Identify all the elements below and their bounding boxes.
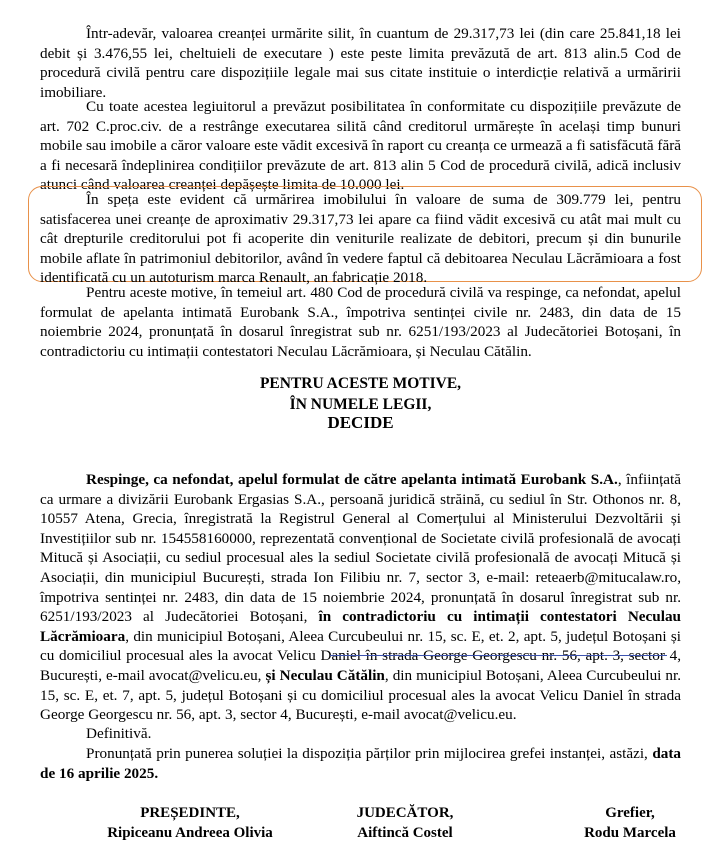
decision-text-apelanta: , înființată ca urmare a divizării Eurobank Ergasias S.A., persoană juridică străină, cu sediul în Str. Othonos nr. 8, 10557 Atena, Grecia, înregistrată la Registrul General al Comerțului al Ministerului Dezvoltării și Investițiilor sub nr. 154558160000, reprezentată convențional de Societate civilă profesională de avocați Mitucă și Asociații, cu sediul procesual ales la sediul Societate civilă profesională de avocați Mitucă și Asociații, din municipiul București, strada Ion Filibiu nr. 7, sector 3, e-mail: reteaerb@mitucalaw.ro, împotriva sentinței nr. 2483, din data de 15 noiembrie 2024, pronunțată în dosarul înregistrat sub nr. 6251/193/2023 al Judecătoriei Botoșani,: [40, 471, 682, 626]
decision-text-domiciliu-1: , din municipiul Botoșani, Aleea Curcubeului nr. 15, sc. E, et. 2, apt. 5, județul Botoșani și cu domiciliul procesual ales la avocat Velicu Daniel în strada George Georgescu nr. 56, apt. 3, sector 4, București, e-mail avocat@velicu.eu,: [40, 627, 681, 684]
heading-pentru-aceste-motive: PENTRU ACESTE MOTIVE,: [259, 375, 462, 392]
paragraph-decizie: [40, 470, 681, 725]
heading-in-numele-legii: ÎN NUMELE LEGII,: [289, 396, 432, 413]
decision-intimat-2: și Neculau Cătălin: [265, 666, 385, 684]
paragraph-pronuntare: [40, 744, 681, 783]
signature-presedinte: [70, 803, 310, 843]
signature-judecator: [320, 803, 490, 843]
signature-grefier: [560, 803, 700, 843]
decision-text-domiciliu-2: , din municipiul Botoșani, Aleea Curcubeului nr. 15, sc. E, et. 7, apt. 5, județul Botoșani și cu domiciliul procesual ales la avocat Velicu Daniel în strada George Georgescu nr. 56, apt. 3, sector 4, București, e-mail avocat@velicu.eu.: [40, 666, 682, 724]
pronuntare-text: Pronunțată prin punerea soluției la dispoziția părților prin mijlocirea grefei instanței, astăzi,: [86, 745, 648, 762]
paragraph-urmarire-excesiva: [40, 190, 681, 288]
paragraph-pentru-aceste-motive: [40, 283, 681, 361]
paragraph-urmarire-excesiva-text: În speța este evident că urmărirea imobilului în valoare de suma de 309.779 lei, pentru satisfacerea unei creanțe de aproximativ 29.317,73 lei apare ca fiind vădit excesivă cu atât mai mult cu cât drepturile creditorului pot fi acoperite din veniturile realizate de debitori, precum și din bunurile mobile aflate în patrimoniul debitorilor, având în vedere faptul că debitoarea Neculau Lăcrămioara a fost identificată cu un autoturism marca Renault, an fabricație 2018.: [40, 191, 681, 287]
decision-lead: Respinge, ca nefondat, apelul formulat de către apelanta intimată Eurobank S.A.: [86, 471, 618, 488]
paragraph-valoare-creanta-text: Într-adevăr, valoarea creanței urmărite silit, în cuantum de 29.317,73 lei (din care 25.841,18 lei debit și 3.476,55 lei, cheltuieli de executare ) este peste limita prevăzută de art. 813 alin.5 Cod de procedură civilă pentru care dispozițiile legale mai sus citate instituie o interdicție relativă a urmăririi imobiliare.: [40, 25, 681, 101]
heading-decide: DECIDE: [327, 413, 394, 432]
paragraph-pentru-aceste-motive-text: Pentru aceste motive, în temeiul art. 480 Cod de procedură civilă va respinge, ca nefondat, apelul formulat de apelanta intimată Eurobank S.A., împotriva sentinței civile nr. 2483, din data de 15 noiembrie 2024, pronunțată în dosarul înregistrat sub nr. 6251/193/2023 al Judecătoriei Botoșani, în contradictoriu cu intimații contestatori Neculau Lăcrămioara, și Neculau Cătălin.: [40, 284, 681, 360]
definitiva-text: Definitivă.: [86, 725, 152, 742]
signature-presedinte-role: PREȘEDINTE,: [140, 805, 240, 821]
paragraph-valoare-creanta: [40, 24, 681, 102]
pronuntare-date: data de 16 aprilie 2025.: [40, 745, 682, 782]
signature-grefier-role: Grefier,: [605, 805, 655, 821]
decision-intimata-1: în contradictoriu cu intimații contestatori Neculau Lăcrămioara: [40, 608, 681, 645]
paragraph-posibilitate-restrangere-text: Cu toate acestea legiuitorul a prevăzut posibilitatea în conformitate cu dispozițiile prevăzute de art. 702 C.proc.civ. de a restrânge executarea silită când creditorul urmărește în același timp bunuri mobile sau imobile a căror valoare este vădit excesivă în raport cu creanța ce urmează a fi satisfăcută fără a fi necesară îndeplinirea condițiilor prevăzute de art. 813 alin 5 Cod de procedură civilă, adică inclusiv atunci când valoarea creanței depășește limita de 10.000 lei.: [40, 98, 681, 194]
signature-grefier-name: Rodu Marcela: [584, 825, 676, 841]
signature-judecator-role: JUDECĂTOR,: [356, 805, 454, 821]
signature-presedinte-name: Ripiceanu Andreea Olivia: [107, 825, 273, 841]
paragraph-definitiva: [40, 724, 681, 744]
underline-annotation: [330, 655, 667, 656]
paragraph-posibilitate-restrangere: [40, 97, 681, 195]
signature-judecator-name: Aiftincă Costel: [357, 825, 453, 841]
